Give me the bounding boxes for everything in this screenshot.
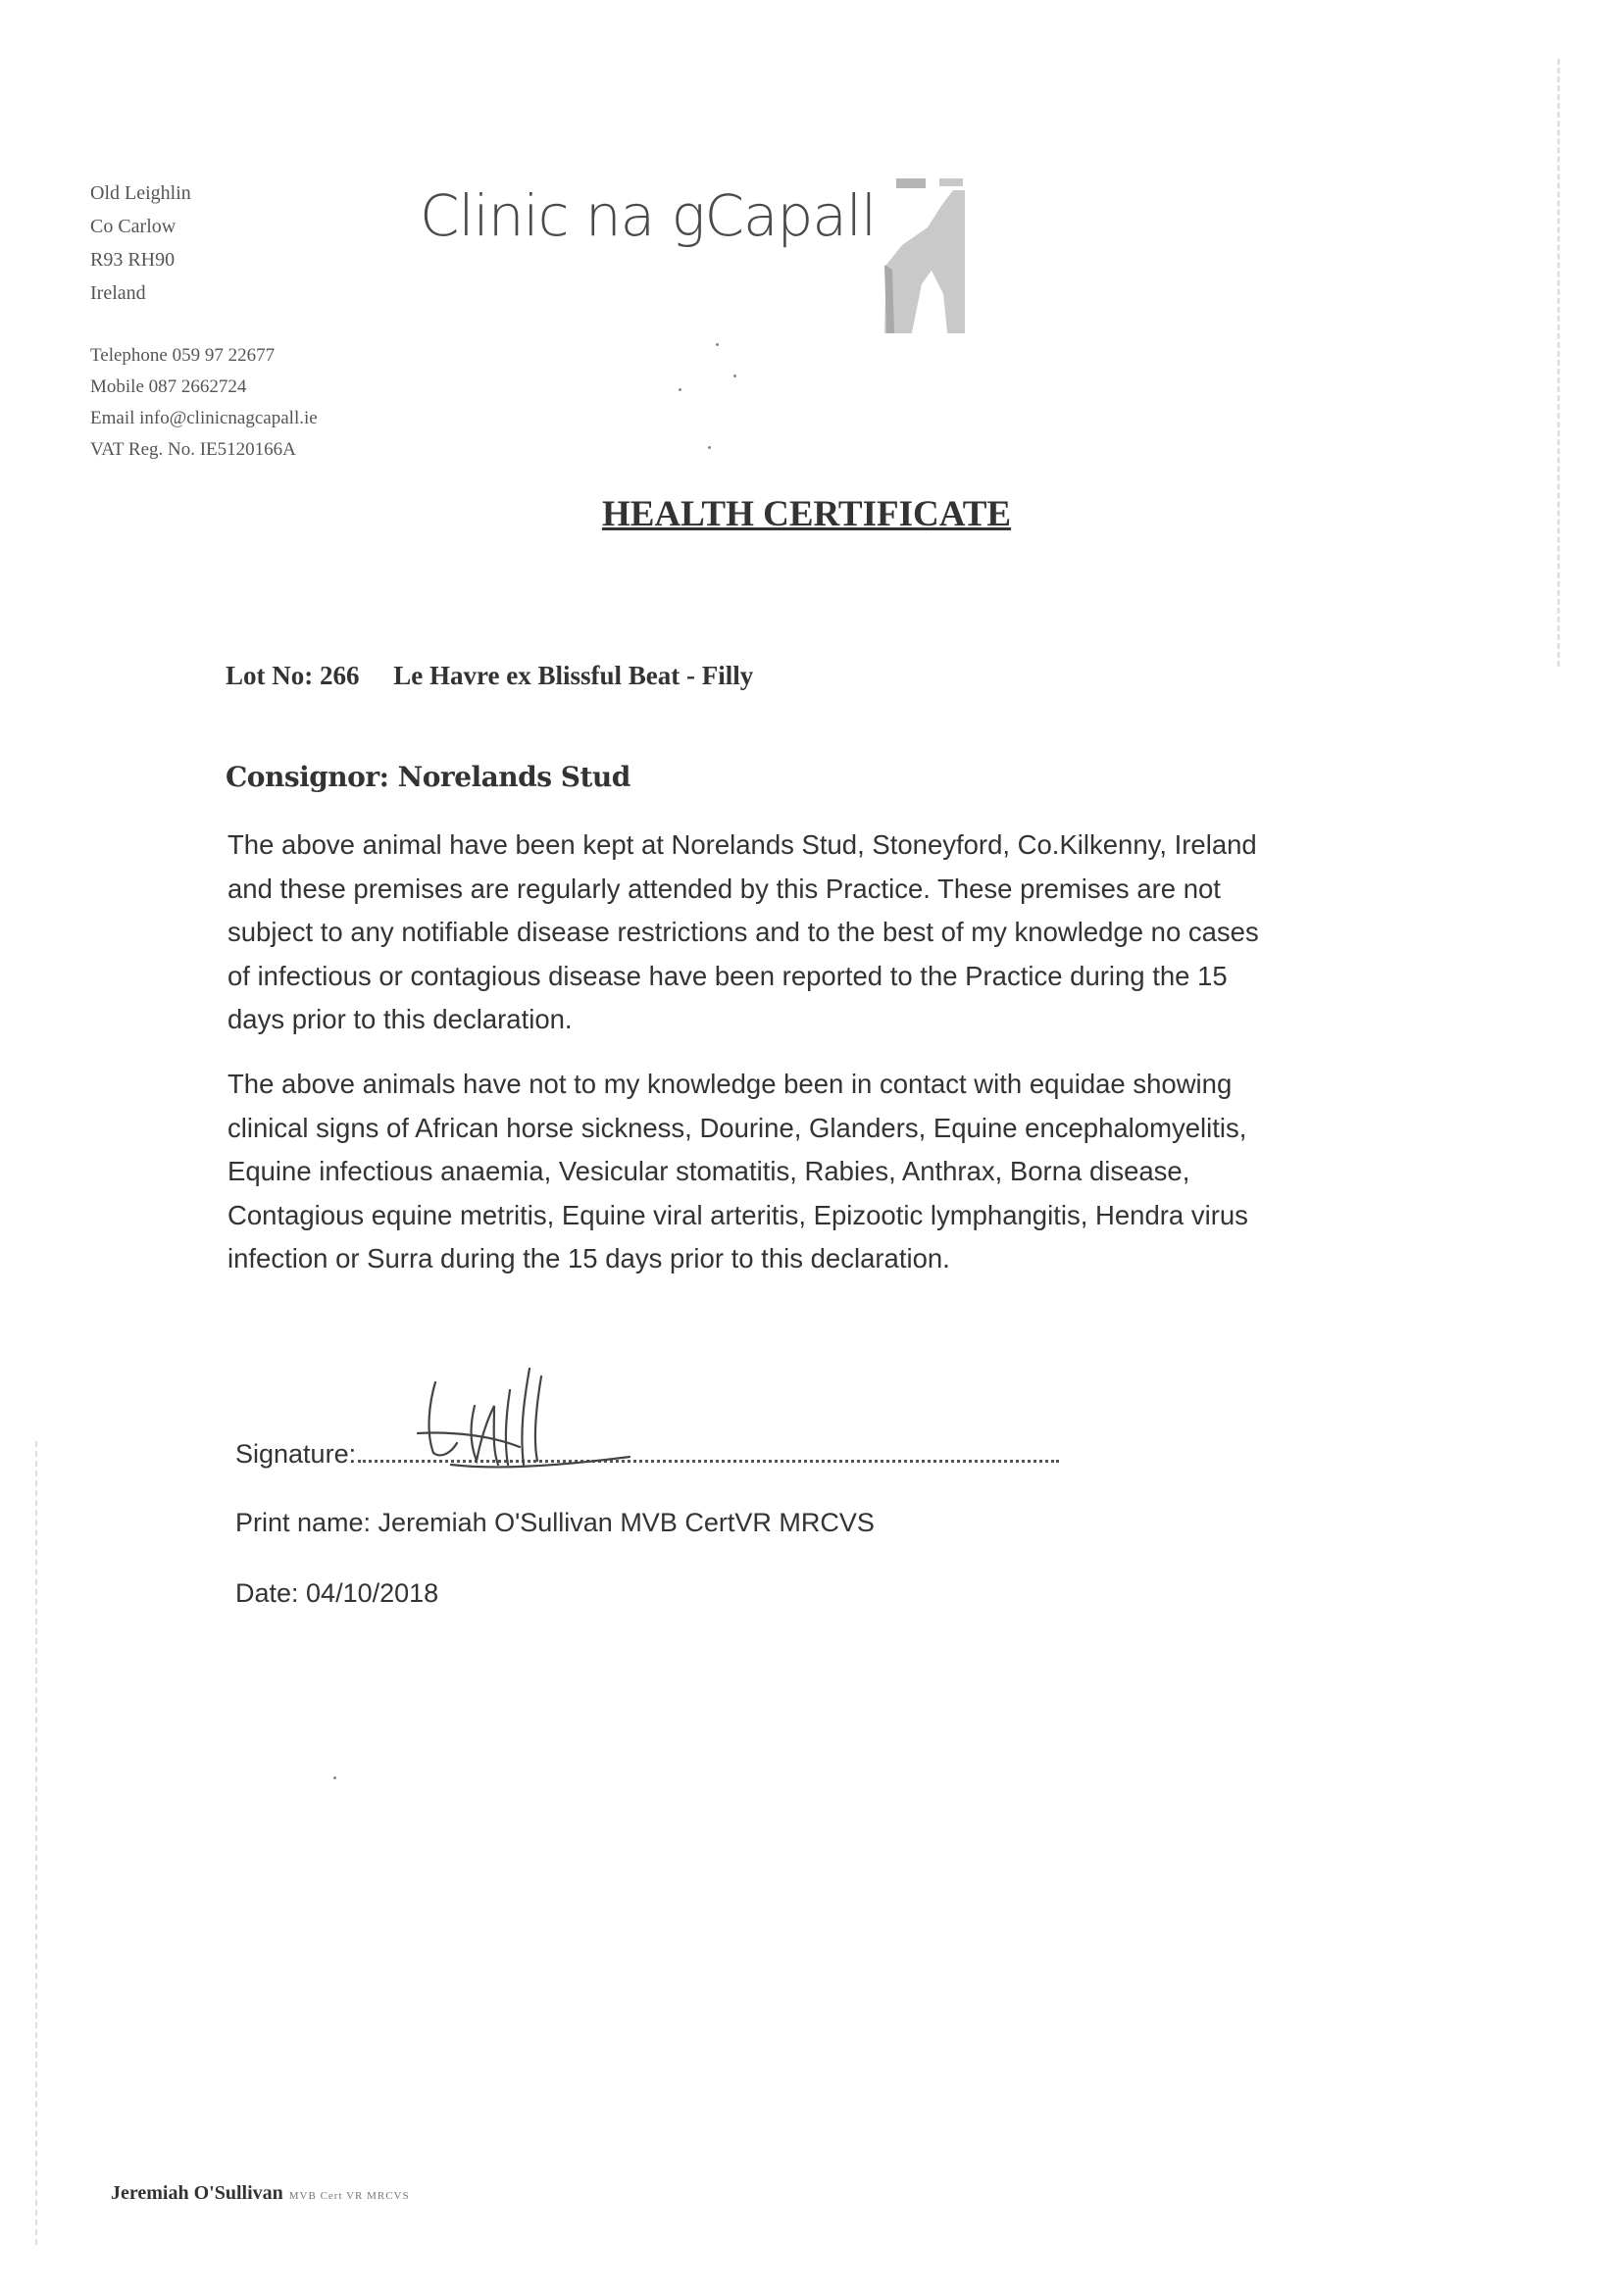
- certificate-date: Date: 04/10/2018: [235, 1578, 439, 1608]
- clinic-address: [90, 176, 191, 310]
- paragraph-line: and these premises are regularly attended by this Practice. These premises are not: [227, 873, 1221, 904]
- paragraph-line: infection or Surra during the 15 days prior to this declaration.: [227, 1243, 950, 1273]
- paragraph-line: clinical signs of African horse sickness, Dourine, Glanders, Equine encephalomyelitis,: [227, 1112, 1247, 1143]
- scan-speck: [333, 1776, 336, 1779]
- paragraph-line: The above animals have not to my knowledge been in contact with equidae showing: [227, 1069, 1233, 1099]
- print-name: Print name: Jeremiah O'Sullivan MVB CertVR MRCVS: [235, 1508, 875, 1537]
- scan-edge-artifact: [35, 1441, 40, 2245]
- signature-line: [235, 1439, 1059, 1470]
- scan-speck: [716, 343, 719, 346]
- telephone-line: Telephone 059 97 22677: [90, 345, 276, 366]
- lot-number: Lot No: 266: [226, 661, 360, 690]
- mobile-line: Mobile 087 2662724: [90, 376, 247, 397]
- consignor: Consignor: Norelands Stud: [226, 761, 630, 793]
- address-line: Co Carlow: [90, 216, 176, 237]
- scan-speck: [708, 446, 711, 449]
- lot-line: [226, 661, 753, 691]
- clinic-contact: [90, 340, 318, 466]
- paragraph-line: The above animal have been kept at Norelands Stud, Stoneyford, Co.Kilkenny, Ireland: [227, 829, 1257, 860]
- paragraph-line: subject to any notifiable disease restrictions and to the best of my knowledge no cases: [227, 917, 1259, 947]
- certificate-title: HEALTH CERTIFICATE: [601, 494, 1012, 534]
- scan-speck: [733, 374, 736, 377]
- clinic-logo-text: Clinic na gCapall: [420, 182, 877, 249]
- address-line: Ireland: [90, 282, 146, 304]
- lot-description: Le Havre ex Blissful Beat - Filly: [393, 661, 754, 690]
- address-line: Old Leighlin: [90, 182, 191, 204]
- footer-credentials: MVB Cert VR MRCVS: [288, 2190, 410, 2202]
- address-line: R93 RH90: [90, 249, 176, 271]
- scan-speck: [679, 388, 681, 391]
- declaration-paragraph-2: [227, 1063, 1404, 1281]
- footer-name: Jeremiah O'Sullivan: [111, 2182, 283, 2204]
- paragraph-line: Equine infectious anaemia, Vesicular stomatitis, Rabies, Anthrax, Borna disease,: [227, 1156, 1190, 1186]
- paragraph-line: Contagious equine metritis, Equine viral arteritis, Epizootic lymphangitis, Hendra virus: [227, 1199, 1248, 1230]
- paragraph-line: days prior to this declaration.: [227, 1004, 573, 1034]
- signature-label: Signature:: [235, 1439, 357, 1469]
- email-line: Email info@clinicnagcapall.ie: [90, 408, 318, 428]
- footer-vet-name: [111, 2182, 410, 2205]
- horse-logo-icon: [882, 176, 967, 333]
- vat-line: VAT Reg. No. IE5120166A: [90, 439, 296, 460]
- scan-edge-artifact: [1557, 59, 1563, 667]
- handwritten-signature: [412, 1363, 637, 1480]
- paragraph-line: of infectious or contagious disease have been reported to the Practice during the 15: [227, 960, 1228, 991]
- declaration-paragraph-1: [227, 824, 1404, 1042]
